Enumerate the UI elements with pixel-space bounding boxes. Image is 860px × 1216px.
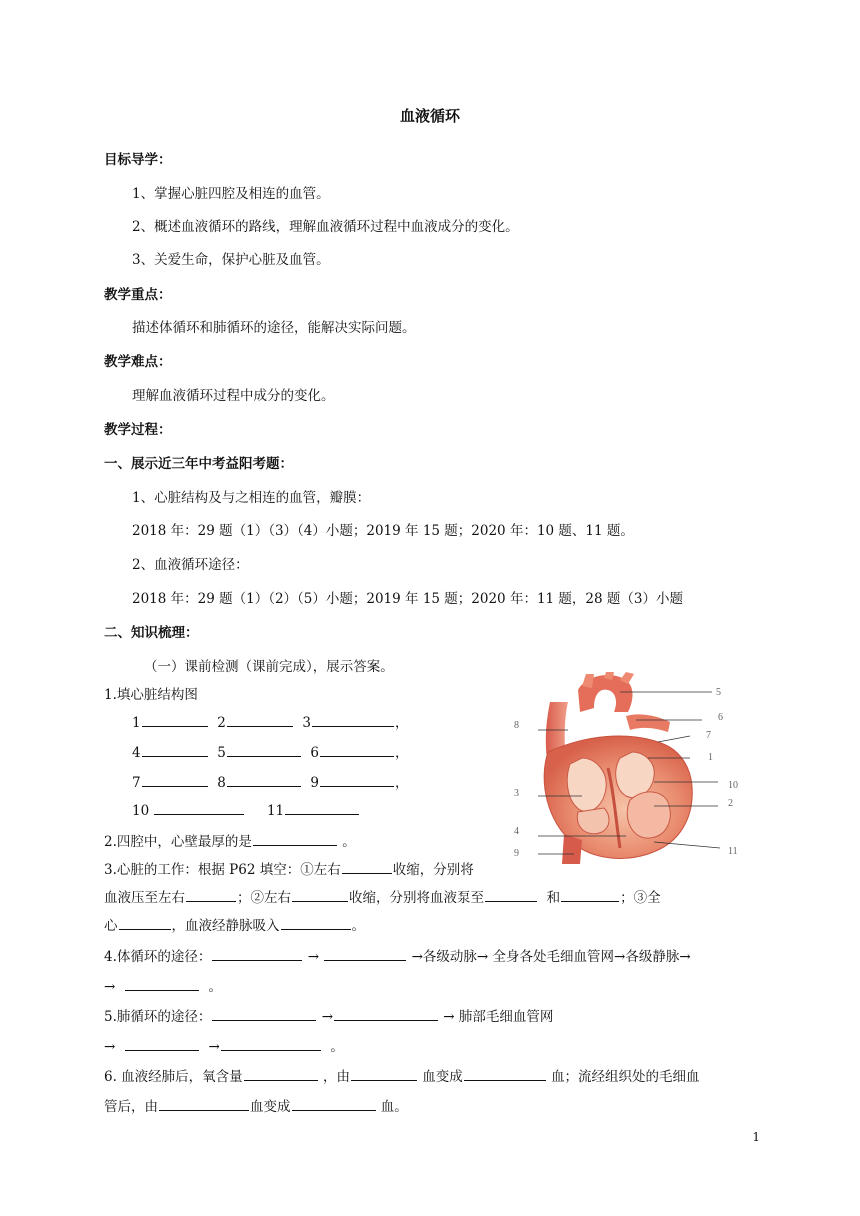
answer-blank[interactable] (186, 888, 236, 902)
label-1: 1 (708, 752, 713, 763)
comma: ， (394, 775, 409, 791)
blank-number: 1 (132, 715, 141, 731)
answer-blank[interactable] (334, 1007, 438, 1021)
key-point-text: 描述体循环和肺循环的途径，能解决实际问题。 (132, 320, 416, 336)
blank-number: 2 (217, 715, 226, 731)
goal-item: 2、概述血液循环的路线，理解血液循环过程中血液成分的变化。 (132, 219, 519, 235)
heart-illustration (544, 672, 692, 864)
answer-blank[interactable] (125, 1037, 199, 1051)
label-2: 2 (728, 798, 733, 809)
label-7: 7 (706, 730, 711, 741)
difficulty-text: 理解血液循环过程中成分的变化。 (132, 388, 335, 404)
question-text: 。 (342, 834, 356, 850)
label-5: 5 (716, 687, 721, 698)
section2-heading: 二、知识梳理： (104, 625, 199, 641)
question-3-cont (104, 886, 661, 906)
arrow: → (104, 1039, 116, 1055)
key-point-heading: 教学重点： (104, 287, 172, 303)
question-5 (104, 1005, 553, 1025)
comma: ， (394, 745, 409, 761)
answer-blank[interactable] (292, 888, 348, 902)
blank-number: 5 (217, 745, 226, 761)
blank-number: 9 (310, 775, 319, 791)
blank-row (132, 711, 408, 731)
comma: ， (394, 715, 409, 731)
question-text: 收缩，分别将血液泵至 (349, 890, 484, 906)
answer-blank[interactable] (281, 916, 351, 930)
answer-blank[interactable] (154, 801, 244, 815)
question-text: ，血液经静脉吸入 (171, 918, 280, 934)
question-text: 收缩，分别将 (392, 862, 474, 878)
blank-number: 8 (217, 775, 226, 791)
blank-row (132, 801, 360, 819)
answer-blank[interactable] (253, 832, 337, 846)
question-4-cont (104, 975, 222, 995)
blank-number: 7 (132, 775, 141, 791)
goal-item: 1、掌握心脏四腔及相连的血管。 (132, 186, 330, 202)
question-text: 心 (104, 918, 118, 934)
arrow: → (307, 949, 319, 965)
answer-blank[interactable] (159, 1097, 249, 1111)
blank-number: 6 (310, 745, 319, 761)
question-text: ；②左右 (237, 890, 291, 906)
question-2 (104, 830, 356, 850)
label-9: 9 (514, 848, 519, 859)
answer-blank[interactable] (342, 860, 392, 874)
answer-blank[interactable] (351, 1067, 417, 1081)
label-8: 8 (514, 720, 519, 731)
question-text: 管后，由 (104, 1099, 158, 1115)
answer-blank[interactable] (324, 947, 406, 961)
arrow: → (104, 979, 116, 995)
question-text: 。 (208, 979, 222, 995)
question-text: →各级动脉→ 全身各处毛细血管网→各级静脉→ (411, 949, 691, 965)
question-text: 和 (546, 890, 561, 906)
question-text: 。 (330, 1039, 344, 1055)
question-text: 4.体循环的途径： (104, 949, 212, 965)
question-text: → 肺部毛细血管网 (443, 1009, 554, 1025)
section1-item: 2、血液循环途径： (132, 557, 249, 573)
question-text: 6. 血液经肺后，氧含量 (104, 1069, 243, 1085)
answer-blank[interactable] (125, 977, 199, 991)
answer-blank[interactable] (142, 743, 208, 757)
answer-blank[interactable] (142, 773, 208, 787)
question-text: 。 (351, 918, 365, 934)
process-heading: 教学过程： (104, 422, 172, 438)
question-text: 血。 (380, 1099, 408, 1115)
blank-row (132, 771, 408, 791)
answer-blank[interactable] (142, 713, 208, 727)
question-text: 血变成 (422, 1069, 463, 1085)
blank-number: 11 (266, 803, 285, 819)
goals-heading: 目标导学： (104, 152, 172, 168)
question-text: ；③全 (620, 890, 661, 906)
blank-number: 10 (132, 803, 150, 819)
question-3-cont (104, 914, 365, 934)
answer-blank[interactable] (221, 1037, 321, 1051)
label-6: 6 (718, 712, 723, 723)
answer-blank[interactable] (119, 916, 171, 930)
question-3 (104, 858, 474, 878)
blank-number: 4 (132, 745, 141, 761)
difficulty-heading: 教学难点： (104, 354, 172, 370)
question-text: 血；流经组织处的毛细血 (551, 1069, 700, 1085)
blank-number: 3 (302, 715, 311, 731)
question-text: 血液压至左右 (104, 890, 185, 906)
question-4 (104, 945, 691, 965)
section1-item: 1、心脏结构及与之相连的血管，瓣膜： (132, 490, 371, 506)
section1-heading: 一、展示近三年中考益阳考题： (104, 456, 293, 472)
label-10: 10 (728, 780, 738, 791)
question-5-cont (104, 1035, 344, 1055)
label-11: 11 (728, 846, 738, 857)
question-6-cont (104, 1095, 408, 1115)
answer-blank[interactable] (227, 713, 293, 727)
arrow: → (321, 1009, 333, 1025)
answer-blank[interactable] (227, 743, 301, 757)
label-3: 3 (514, 788, 519, 799)
goal-item: 3、关爱生命，保护心脏及血管。 (132, 252, 330, 268)
question-text: 5.肺循环的途径： (104, 1009, 212, 1025)
answer-blank[interactable] (312, 713, 394, 727)
answer-blank[interactable] (485, 888, 537, 902)
question-1: 1.填心脏结构图 (104, 687, 198, 703)
answer-blank[interactable] (244, 1067, 318, 1081)
answer-blank[interactable] (320, 773, 394, 787)
question-text: 2.四腔中，心壁最厚的是 (104, 834, 252, 850)
section2-sub: （一）课前检测（课前完成），展示答案。 (144, 659, 394, 675)
section1-years: 2018 年：29 题（1）（2）（5）小题；2019 年 15 题；2020 年：11 题，28 题（3）小题 (132, 591, 683, 607)
heart-diagram (508, 672, 750, 868)
answer-blank[interactable] (292, 1097, 376, 1111)
answer-blank[interactable] (464, 1067, 546, 1081)
question-6 (104, 1065, 700, 1085)
question-text: ，由 (322, 1069, 350, 1085)
section1-years: 2018 年：29 题（1）（3）（4）小题；2019 年 15 题；2020 年：10 题、11 题。 (132, 523, 634, 539)
label-4: 4 (514, 826, 519, 837)
answer-blank[interactable] (320, 743, 394, 757)
question-text: 3.心脏的工作：根据 P62 填空：①左右 (104, 862, 341, 878)
question-text: 血变成 (250, 1099, 291, 1115)
page-title: 血液循环 (399, 107, 460, 125)
blank-row (132, 741, 408, 761)
answer-blank[interactable] (212, 1007, 316, 1021)
answer-blank[interactable] (285, 801, 359, 815)
answer-blank[interactable] (561, 888, 619, 902)
answer-blank[interactable] (212, 947, 302, 961)
answer-blank[interactable] (227, 773, 301, 787)
arrow: → (208, 1039, 220, 1055)
page-number: 1 (752, 1130, 760, 1144)
